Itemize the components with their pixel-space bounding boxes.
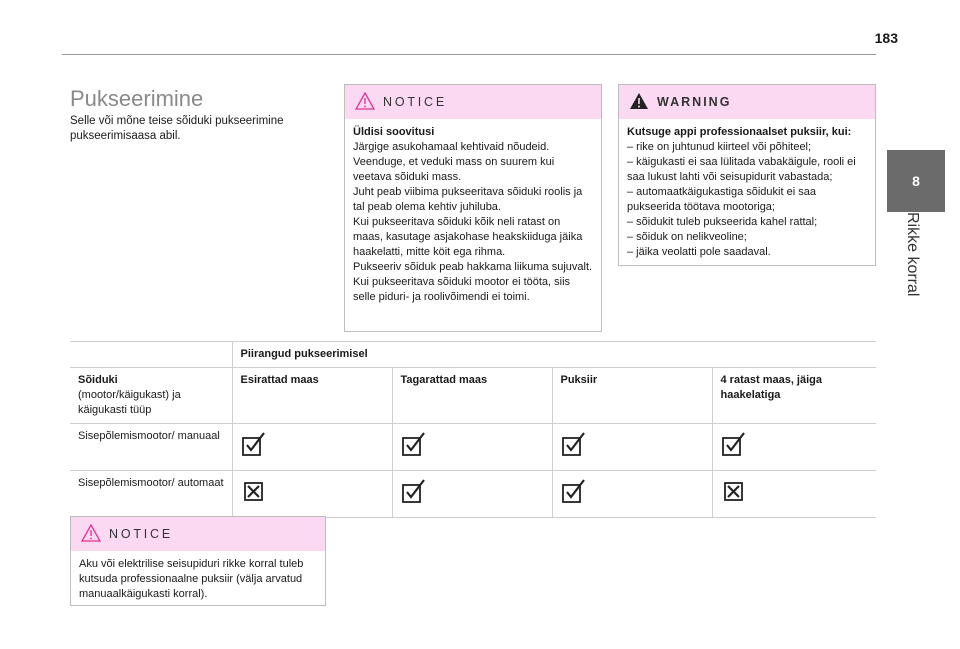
notice-label: NOTICE	[109, 527, 174, 541]
table-row-header: Sõiduki (mootor/käigukast) ja käigukasti tüüp	[70, 368, 232, 424]
column-header: Puksiir	[552, 368, 712, 424]
chapter-title-vertical: Rikke korral	[904, 212, 921, 297]
warning-item: – sõidukit tuleb pukseerida kahel rattal;	[627, 216, 818, 228]
table-cell	[552, 471, 712, 518]
warning-item: – jäika veolatti pole saadaval.	[627, 246, 771, 258]
cross-mark-icon	[241, 478, 267, 504]
notice-paragraph: Kui pukseeritava sõiduki mootor ei tööta, siis selle piduri- ja roolivõimendi ei toimi.	[353, 276, 571, 303]
section-intro: Selle või mõne teise sõiduki pukseerimine pukseerimisaasa abil.	[70, 115, 284, 142]
checkmark-icon	[241, 431, 267, 457]
table-column-header-row	[70, 368, 876, 424]
chapter-number: 8	[912, 173, 920, 189]
notice-label: NOTICE	[383, 95, 448, 109]
notice-paragraph: Kui pukseeritava sõiduki kõik neli ratast on maas, kasutage asjakohase heakskiiduga jäika haakelatti, mitte köit ega rihma.	[353, 216, 583, 258]
column-header: 4 ratast maas, jäiga haakelatiga	[712, 368, 876, 424]
warning-item: – sõiduk on nelikveoline;	[627, 231, 747, 243]
warning-heading: Kutsuge appi professionaalset puksiir, kui:	[627, 126, 852, 138]
notice-header	[71, 517, 325, 551]
notice-paragraph: Järgige asukohamaal kehtivaid nõudeid.	[353, 141, 550, 153]
table-group-header: Piirangud pukseerimisel	[232, 342, 876, 368]
warning-label: WARNING	[657, 95, 732, 109]
header-rule	[62, 54, 876, 55]
warning-box	[618, 84, 876, 266]
table-cell	[392, 424, 552, 471]
section-title: Pukseerimine	[70, 86, 204, 111]
column-header: Esirattad maas	[232, 368, 392, 424]
warning-triangle-icon	[629, 92, 649, 110]
table-header-row	[70, 342, 876, 368]
notice-paragraph: Veenduge, et veduki mass on suurem kui veetava sõiduki mass.	[353, 156, 555, 183]
notice-box-general	[344, 84, 602, 332]
table-cell	[552, 424, 712, 471]
table-cell	[232, 424, 392, 471]
warning-item: – käigukasti ei saa lülitada vabakäigule, rooli ei saa lukust lahti või seisupidurit vabastada;	[627, 156, 856, 183]
warning-triangle-icon	[81, 524, 101, 542]
notice-heading: Üldisi soovitusi	[353, 126, 435, 138]
table-row	[70, 471, 876, 518]
warning-item: – automaatkäigukastiga sõidukit ei saa pukseerida töötava mootoriga;	[627, 186, 816, 213]
checkmark-icon	[401, 478, 427, 504]
checkmark-icon	[721, 431, 747, 457]
warning-header	[619, 85, 875, 119]
table-row	[70, 424, 876, 471]
checkmark-icon	[561, 431, 587, 457]
table-cell	[232, 471, 392, 518]
row-label: Sisepõlemismootor/ manuaal	[70, 424, 232, 471]
notice-paragraph: Pukseeriv sõiduk peab hakkama liikuma sujuvalt.	[353, 261, 593, 273]
checkmark-icon	[401, 431, 427, 457]
column-header: Tagarattad maas	[392, 368, 552, 424]
warning-triangle-icon	[355, 92, 375, 110]
towing-limits-table	[70, 341, 876, 518]
notice-text: Aku või elektrilise seisupiduri rikke korral tuleb kutsuda professionaalne puksiir (välja arvatud manuaalkäigukasti korral).	[79, 558, 304, 600]
checkmark-icon	[561, 478, 587, 504]
page-number: 183	[874, 30, 898, 46]
row-label: Sisepõlemismootor/ automaat	[70, 471, 232, 518]
chapter-tab[interactable]	[887, 150, 945, 212]
table-cell	[712, 424, 876, 471]
warning-item: – rike on juhtunud kiirteel või põhiteel;	[627, 141, 812, 153]
notice-box-battery	[70, 516, 326, 606]
table-cell	[392, 471, 552, 518]
notice-header	[345, 85, 601, 119]
cross-mark-icon	[721, 478, 747, 504]
notice-paragraph: Juht peab viibima pukseeritava sõiduki roolis ja tal peab olema kehtiv juhiluba.	[353, 186, 583, 213]
table-cell	[712, 471, 876, 518]
